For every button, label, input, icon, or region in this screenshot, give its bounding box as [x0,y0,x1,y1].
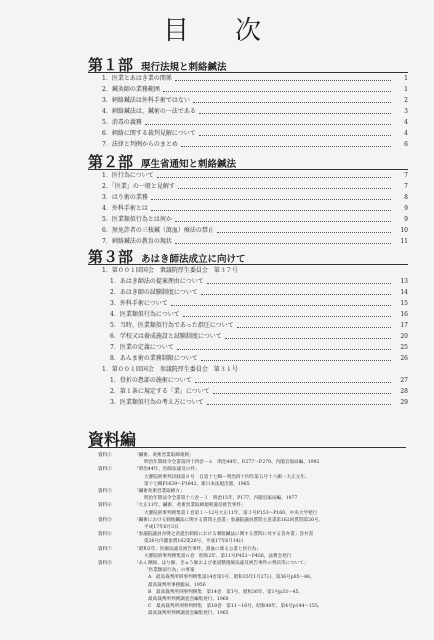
toc-entry [88,320,408,331]
toc-entry [88,298,408,309]
toc-entry [88,364,408,375]
toc-entry [88,265,408,276]
toc-entry-label: 3．刺絡鍼法は外科手術ではない [102,97,190,104]
toc-leader [199,113,391,114]
toc-leader [163,91,391,92]
toc-page-number: 1 [404,86,408,93]
toc-entry [88,73,408,84]
annex-entry-title: 「参議院議員谷博之君提出刺絡における刺絡鍼法に関する質問に対する答弁書」答弁書 [134,532,314,538]
annex-entry-title: 「鍼術、灸術営業取締規則」 [134,453,194,458]
toc-entry [88,95,408,106]
toc-entry [88,225,408,236]
annex-entry-number: 資料③ [98,489,112,495]
annex-entry [98,466,410,488]
annex-entry-citation: 第十七輯P1639～P1642、新日本法規出版、1965 [144,481,250,487]
part-title: 厚生省通知と刺絡鍼法 [141,159,237,170]
toc-entry-label: 4．医業類似行為について [110,311,180,318]
toc-entry [88,386,408,397]
annex-entry-body [134,531,410,545]
part-number: 第３部 [88,248,134,266]
toc-entry-label: 3．医業類似行為の考え方について [110,399,204,406]
annex-entry-body [134,517,410,531]
toc-entry-label: 1．第００１回国会 参議院厚生委員会 第３１号 [102,366,238,373]
toc-leader [207,404,391,405]
toc-list [88,170,408,247]
toc-list [88,73,408,150]
toc-entry [88,106,408,117]
part-2 [88,151,408,247]
toc-page-number: 13 [400,278,408,285]
page-title: 目 次 [162,16,271,46]
toc-leader [175,221,391,222]
toc-page-number: 4 [404,130,408,137]
toc-page-number: 14 [400,289,408,296]
toc-page-number: 9 [404,216,408,223]
annex-entry-citation: 大審院刑事判例集第１巻第１～12号大正11年、第３号P153～P160、中央大学発行 [144,510,318,516]
toc-leader [151,199,391,200]
annex-entry-number: 資料⑦ [98,546,112,552]
toc-leader [225,338,391,339]
toc-entry-label: 4．刺絡鍼法は、鍼術の一法である [102,108,196,115]
annex-entry-body [134,502,410,516]
annex-entry-body [134,560,410,618]
toc-leader [195,382,391,383]
toc-leader [157,177,391,178]
annex-entry-title: 「大正11年、鍼術、灸術営業取締規則違反被告事件」 [134,503,246,509]
annex-list [98,452,410,618]
toc-page-number: 27 [400,377,408,384]
annex-entry [98,517,410,531]
toc-entry-label: 1．骨折の患部の施術について [110,377,192,384]
toc-leader [207,283,391,284]
toc-leader [151,210,391,211]
toc-entry [88,170,408,181]
toc-entry-label: 2．鍼灸師の業務範囲 [102,86,160,93]
toc-entry-label: 6．学校又は養成施設と試験制度について [110,333,222,340]
toc-entry [88,128,408,139]
toc-page-number: 17 [400,322,408,329]
annex-entry-number: 資料① [98,453,112,458]
toc-leader [201,294,391,295]
toc-page-number: 7 [404,172,408,179]
annex-entry-body [134,488,410,502]
toc-entry-label: 5．消毒の義務 [102,119,142,126]
toc-page-number: 20 [400,333,408,340]
toc-leader [217,232,391,233]
toc-leader [175,80,391,81]
annex-entry-number: 資料② [98,467,112,473]
toc-entry-label: 5．医業類似行為とは何か [102,216,172,223]
annex-entry-number: 資料⑥ [98,532,112,538]
annex-entry-title: 「あん摩師、はり師、きゅう師および柔道整復師法違反被告事件の判決等について」 [134,561,309,567]
toc-page-number: 2 [404,97,408,104]
annex-divider [88,447,406,448]
annex-entry-citation: 大審院刑事判例集第６巻 昭和2年、第11号P453～P456、法曹会発行 [144,553,292,559]
toc-entry-label: 2．「医業」の一般と見解す [102,183,175,190]
toc-leader [237,327,391,328]
toc-page-number: 26 [400,355,408,362]
part-number: 第２部 [88,153,134,171]
annex-entry-citation: 明治年間政令全書第四十四巻－６ 明治44年、P.277～P.279、内閣官報局編、1992 [144,460,320,466]
toc-list [88,265,408,408]
annex-entry [98,546,410,560]
annex-entry-citation: 最高裁判所判例調査会編集発行、1965 [148,611,229,617]
annex-entry [98,488,410,502]
annex-entry-citation: 最高裁判所判例調査会編集発行、1960 [148,597,229,603]
part-1 [88,54,408,150]
part-heading [88,246,408,266]
annex-entry-body [134,466,410,488]
toc-page-number: 11 [400,238,408,245]
toc-leader [175,243,391,244]
annex-entry-title: 「鍼術灸術営業取締方」 [134,489,185,495]
toc-page-number: 28 [400,388,408,395]
annex-entry [98,452,410,466]
annex-entry-citation: 「医業類似行為」の事案 [144,568,195,574]
toc-entry [88,192,408,203]
toc-entry-label: 5．当時、医業類似行為であった指圧について [110,322,234,329]
toc-page-number: 25 [400,344,408,351]
toc-entry [88,287,408,298]
toc-entry [88,117,408,128]
toc-entry-label: 1．あはき師法の提案理由について [110,278,204,285]
toc-leader [199,135,391,136]
annex-entry-citation: 平成17年6月3日 [144,525,179,531]
annex-entry-citation: 最高裁判所事務総局、1956 [148,582,206,588]
toc-entry-label: 7．法律と判例からのまとめ [102,141,178,148]
part-title: あはき師法成立に向けて [141,254,246,265]
annex-entry [98,560,410,618]
toc-entry-label: 7．刺絡鍼法の教育の現状 [102,238,172,245]
annex-entry-citation: A 最高裁判所刑事判例集第14巻第1号、昭和35年1月27日、第36号p85～86、 [148,575,315,581]
toc-entry [88,203,408,214]
toc-page-number: 29 [400,399,408,406]
part-3 [88,246,408,408]
toc-page-number: 10 [400,227,408,234]
toc-entry-label: 7．医業の定義について [110,344,174,351]
annex-entry-title: 「昭和2年、医師法違反被告事件、瀉血に係る公書と医行為」 [134,546,261,552]
toc-leader [181,146,391,147]
annex-entry-citation: 大審院刑事判決録第８号 自第十七輯－明治四十四年第五号十八輯一大正元年、 [144,474,310,480]
annex-entry-citation: 明治年間法令全書第十八巻－１ 明治15年、P177、内閣官報局編、1977 [144,496,298,502]
toc-page-number: 1 [404,75,408,82]
toc-leader [145,124,391,125]
annex-entry-body [134,546,410,560]
toc-entry [88,397,408,408]
toc-page-number: 7 [404,183,408,190]
toc-entry [88,375,408,386]
toc-page-number: 4 [404,119,408,126]
toc-entry [88,331,408,342]
part-heading [88,151,408,171]
toc-entry-label: 6．刺絡に関する裁判見解について [102,130,196,137]
toc-entry [88,181,408,192]
toc-entry [88,353,408,364]
toc-entry [88,309,408,320]
toc-page-number: 16 [400,311,408,318]
toc-entry-label: 6．無免許者の三稜鍼（瀉血）療法の禁止 [102,227,214,234]
toc-leader [171,305,391,306]
toc-leader [183,316,391,317]
part-title: 現行法規と刺絡鍼法 [141,62,227,73]
toc-entry [88,342,408,353]
annex-entry-title: 「明治44年、医師法違反の件」 [134,467,200,473]
annex-title: 資料編 [88,430,137,449]
toc-entry-label: 2．第１条に規定する「業」について [110,388,210,395]
annex-entry-citation: 第26号内閣参質162第26号、平成17年6月14日 [144,539,244,545]
toc-entry-label: 4．外科手術とは [102,205,148,212]
toc-leader [213,393,391,394]
toc-page-number: 15 [400,300,408,307]
toc-entry-label: 8．あんま術の業務制限について [110,355,198,362]
toc-entry-label: 1．第００１回国会 衆議院厚生委員会 第３７号 [102,267,238,274]
toc-entry [88,214,408,225]
annex-entry-number: 資料④ [98,503,112,509]
toc-page-number: 6 [404,141,408,148]
toc-entry-label: 1．医行為について [102,172,154,179]
toc-leader [193,102,391,103]
toc-entry-label: 3．はり術の業務 [102,194,148,201]
annex-entry-citation: C 最高裁判所刑事判例集 第18巻 第11～16号、昭和40年、第4号p144～155、 [148,604,323,610]
toc-entry-label: 3．外科手術について [110,300,168,307]
annex-entry-body [134,452,410,466]
annex-entry-number: 資料⑤ [98,517,112,523]
toc-entry-label: 2．あはき師の試験制度について [110,289,198,296]
annex-entry-title: 「鍼術における刺絡鍼法に関する質問主意書」参議院議員質問主意書第162回質問第26号、 [134,517,324,523]
toc-entry [88,276,408,287]
toc-page-number: 3 [404,108,408,115]
toc-page-number: 9 [404,205,408,212]
part-heading [88,54,408,74]
toc-entry [88,139,408,150]
toc-leader [178,188,391,189]
annex-entry [98,502,410,516]
toc-entry [88,84,408,95]
annex-entry-number: 資料⑧ [98,561,112,567]
annex-entry [98,531,410,545]
toc-leader [177,349,391,350]
annex-entry-citation: B 最高裁判所刑事判例集 第14巻 第1号、昭和36年、第1号p33～45、 [148,589,303,595]
toc-entry-label: 1．医業とあはき業の関係 [102,75,172,82]
toc-leader [201,360,391,361]
part-number: 第１部 [88,56,134,74]
toc-page-number: 8 [404,194,408,201]
